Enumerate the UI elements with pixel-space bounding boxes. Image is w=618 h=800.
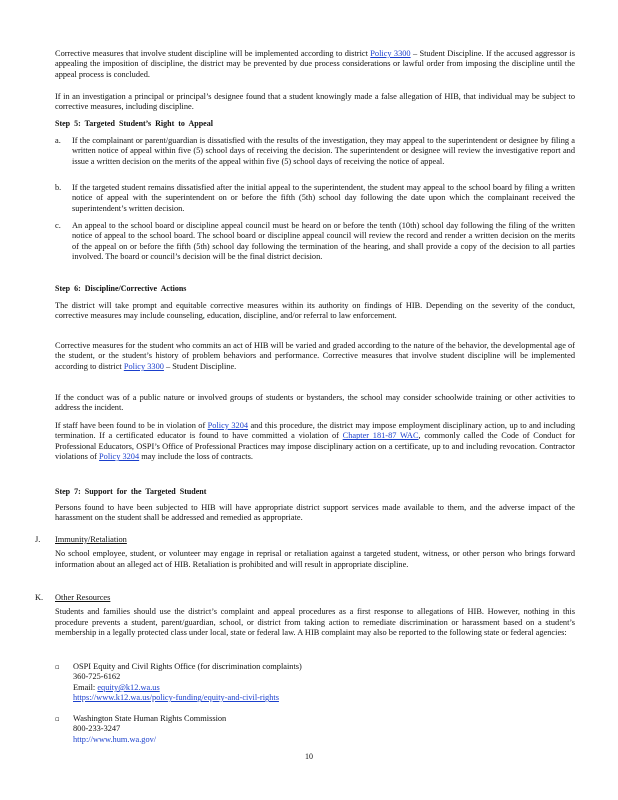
paragraph-graded-measures [55,341,575,372]
paragraph-text: No school employee, student, or volunteer may engage in reprisal or retaliation against a targeted student, witness, or other person who brings forward information about an alleged act of HIB. Retaliation is prohibited and will result in appropriate discipline. [55,549,575,569]
paragraph-text: – Student Discipline. If the accused aggressor is appealing the imposition of discipline, the district may be prevented by due process considerations or lawful order from imposing the discipline until the appeal process is concluded. [55,49,575,79]
section-marker: J. [35,535,41,544]
list-marker: a. [55,136,61,145]
resource-name: OSPI Equity and Civil Rights Office (for discrimination complaints) [73,662,302,671]
paragraph-text: If staff have been found to be in violation of [55,421,208,430]
email-link[interactable]: equity@k12.wa.us [97,682,160,692]
paragraph-text: Corrective measures for the student who commits an act of HIB will be varied and graded according to the nature of the behavior, the developmental age of the student, or the student’s history of problem behaviors and performance. Corrective measures that involve student discipline will be implemented according to district [55,341,575,371]
paragraph-false-allegation [55,92,575,113]
email-label: Email: [73,682,98,692]
paragraph-discipline-implementation [55,49,575,80]
list-marker: c. [55,221,61,230]
page-number: 10 [305,752,313,761]
list-marker: b. [55,183,62,192]
appeal-item-a [55,136,575,167]
list-item-text: If the complainant or parent/guardian is dissatisfied with the results of the investigation, they may appeal to the superintendent or designee by filing a written notice of appeal within five (5) school days of receiving the decision. The superintendent or designee will review the investigative report and issue a written decision on the merits of the appeal within five (5) school days of receiving the notice of appeal. [72,136,575,166]
square-bullet-icon: ▫ [55,715,60,723]
resource-url-link[interactable]: http://www.hum.wa.gov/ [73,734,157,744]
section-k [35,593,580,639]
policy-3300-link[interactable]: Policy 3300 [123,361,164,371]
paragraph-text: Students and families should use the district’s complaint and appeal procedures as a first response to allegations of HIB. However, nothing in this procedure prevents a student, parent/guardian, school, or district from taking action to remediate discrimination or harassment based on a student’s membership in a legally protected class under local, state or federal law. A HIB complaint may also be reported to the following state or federal agencies: [55,607,575,638]
paragraph-text: Corrective measures that involve student discipline will be implemented according to district [55,49,371,58]
paragraph-text: The district will take prompt and equitable corrective measures within its authority on findings of HIB. Depending on the severity of the conduct, corrective measures may include counseling, education, discipline, and/or referral to law enforcement. [55,301,575,321]
appeal-item-c [55,221,575,263]
resource-url-link[interactable]: https://www.k12.wa.us/policy-funding/equity-and-civil-rights [73,693,279,703]
list-item-text: If the targeted student remains dissatisfied after the initial appeal to the superintendent, the student may appeal to the school board by filing a written notice of appeal with the superintendent on or before the fifth (5th) school day following the date upon which the complainant received the superintendent’s written decision. [72,183,575,213]
step-6-heading: Step 6: Discipline/Corrective Actions [55,284,187,293]
paragraph-text: If the conduct was of a public nature or involved groups of students or bystanders, the school may consider schoolwide training or other activities to address the incident. [55,393,575,413]
paragraph-text: may include the loss of contracts. [139,452,253,462]
section-heading: Other Resources [55,593,111,602]
paragraph-public-conduct [55,393,575,414]
list-item-text: An appeal to the school board or discipline appeal council must be heard on or before the tenth (10th) school day following the filing of the written notice of appeal to the school board. The school board or discipline appeal council will review the record and render a written decision on the merits of the appeal on or before the fifth (5th) school day following the termination of the hearing, and shall provide a copy of the decision to all parties involved. The board or council’s decision will be the final district decision. [72,221,575,262]
paragraph-text: If in an investigation a principal or principal’s designee found that a student knowingly made a false allegation of HIB, that individual may be subject to corrective measures, including discipline. [55,92,575,112]
resource-ospi [55,662,535,704]
resource-phone: 360-725-6162 [73,672,121,682]
paragraph-text: Persons found to have been subjected to HIB will have appropriate district support services made available to them, and the adverse impact of the harassment on the student shall be addressed and remedied as appropriate. [55,503,575,523]
resource-email-line [73,683,535,693]
section-j [35,535,580,570]
resource-name: Washington State Human Rights Commission [73,714,227,723]
resource-phone: 800-233-3247 [73,724,121,734]
section-marker: K. [35,593,44,602]
policy-3300-link[interactable]: Policy 3300 [370,49,411,58]
section-heading: Immunity/Retaliation [55,535,127,544]
policy-3204-link[interactable]: Policy 3204 [99,452,140,462]
resource-hrc [55,714,535,745]
paragraph-text: , commonly called the Code of Conduct for Professional Educators, OSPI’s Office of Professional Practices may impose disciplinary action on a certificate, up to and including revocation. Contractor violations of [55,431,575,462]
paragraph-text: – Student Discipline. [163,361,237,371]
paragraph-corrective-measures [55,301,575,322]
appeal-item-b [55,183,575,214]
square-bullet-icon: ▫ [55,663,60,671]
paragraph-staff-violation [55,421,575,463]
paragraph-text: and this procedure, the district may impose employment disciplinary action, up to and including termination. If a certificated educator is found to have committed a violation of [55,421,575,441]
chapter-181-87-wac-link[interactable]: Chapter 181-87 WAC [342,431,419,441]
paragraph-support [55,503,575,524]
step-5-heading: Step 5: Targeted Student’s Right to Appeal [55,119,213,128]
policy-3204-link[interactable]: Policy 3204 [207,421,249,430]
step-7-heading: Step 7: Support for the Targeted Student [55,487,207,496]
